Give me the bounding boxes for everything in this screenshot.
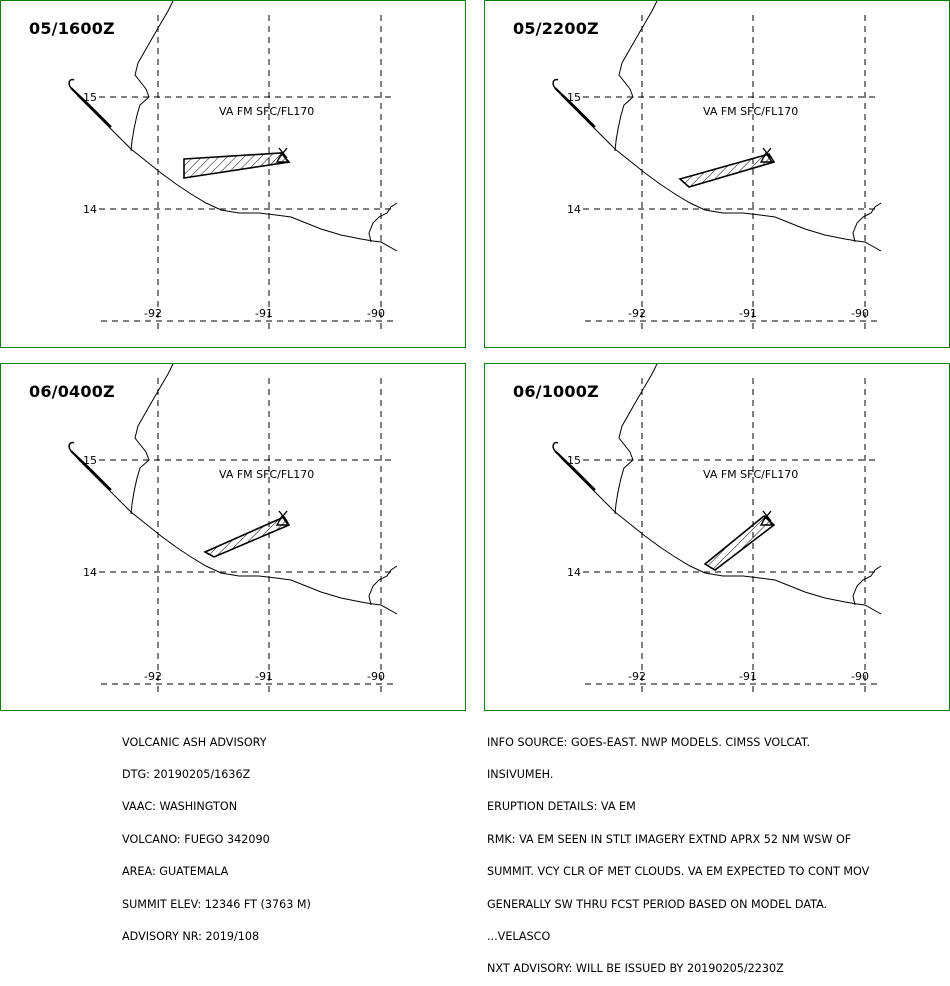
country-border-east bbox=[369, 203, 397, 242]
advisory-line: AREA: GUATEMALA bbox=[122, 865, 229, 879]
advisory-line: INSIVUMEH. bbox=[487, 767, 554, 781]
country-border-east bbox=[853, 203, 881, 242]
lat-label: 15 bbox=[83, 454, 97, 467]
panel-time-label: 06/1000Z bbox=[513, 382, 599, 401]
lat-label: 14 bbox=[83, 566, 97, 579]
advisory-line: ERUPTION DETAILS: VA EM bbox=[487, 800, 636, 814]
advisory-line: VOLCANO: FUEGO 342090 bbox=[122, 832, 270, 846]
advisory-line: DTG: 20190205/1636Z bbox=[122, 767, 251, 781]
country-border bbox=[615, 364, 657, 514]
lat-label: 14 bbox=[567, 203, 581, 216]
ash-cloud-polygon bbox=[184, 153, 289, 178]
lon-label: -91 bbox=[739, 307, 757, 320]
lon-label: -91 bbox=[255, 670, 273, 683]
lon-label: -92 bbox=[144, 670, 162, 683]
advisory-line: ...VELASCO bbox=[487, 929, 551, 943]
lat-label: 14 bbox=[567, 566, 581, 579]
advisory-line: VOLCANIC ASH ADVISORY bbox=[122, 735, 267, 749]
map-svg bbox=[485, 1, 950, 349]
lon-label: -92 bbox=[628, 670, 646, 683]
country-border bbox=[131, 1, 173, 151]
country-border bbox=[615, 1, 657, 151]
country-border bbox=[131, 364, 173, 514]
ash-cloud-polygon bbox=[205, 517, 289, 557]
advisory-line: GENERALLY SW THRU FCST PERIOD BASED ON MODEL DATA. bbox=[487, 897, 828, 911]
advisory-line: NXT ADVISORY: WILL BE ISSUED BY 20190205/2230Z bbox=[487, 962, 784, 976]
va-level-label: VA FM SFC/FL170 bbox=[703, 105, 799, 118]
map-svg bbox=[1, 364, 467, 712]
advisory-remarks-block bbox=[487, 716, 869, 986]
lon-label: -92 bbox=[144, 307, 162, 320]
panel-time-label: 05/2200Z bbox=[513, 19, 599, 38]
lon-label: -91 bbox=[255, 307, 273, 320]
map-svg bbox=[485, 364, 950, 712]
advisory-line: SUMMIT. VCY CLR OF MET CLOUDS. VA EM EXPECTED TO CONT MOV bbox=[487, 865, 870, 879]
lon-label: -90 bbox=[851, 670, 869, 683]
country-border-east bbox=[853, 566, 881, 605]
lon-label: -90 bbox=[851, 307, 869, 320]
panel-time-label: 05/1600Z bbox=[29, 19, 115, 38]
ash-cloud-polygon bbox=[680, 154, 774, 187]
coast-hook bbox=[553, 80, 558, 88]
map-panel-3 bbox=[0, 363, 466, 711]
lon-label: -90 bbox=[367, 670, 385, 683]
lon-label: -92 bbox=[628, 307, 646, 320]
advisory-line: ADVISORY NR: 2019/108 bbox=[122, 929, 260, 943]
lon-label: -90 bbox=[367, 307, 385, 320]
lon-label: -91 bbox=[739, 670, 757, 683]
lat-label: 15 bbox=[83, 91, 97, 104]
va-level-label: VA FM SFC/FL170 bbox=[703, 468, 799, 481]
advisory-line: INFO SOURCE: GOES-EAST. NWP MODELS. CIMSS VOLCAT. bbox=[487, 735, 811, 749]
lat-label: 14 bbox=[83, 203, 97, 216]
map-panel-2 bbox=[484, 0, 950, 348]
lat-label: 15 bbox=[567, 454, 581, 467]
advisory-line: VAAC: WASHINGTON bbox=[122, 800, 238, 814]
map-panel-4 bbox=[484, 363, 950, 711]
lat-label: 15 bbox=[567, 91, 581, 104]
country-border-east bbox=[369, 566, 397, 605]
coast-hook bbox=[553, 443, 558, 451]
va-level-label: VA FM SFC/FL170 bbox=[219, 468, 315, 481]
coast-hook bbox=[69, 443, 74, 451]
coast-hook bbox=[69, 80, 74, 88]
advisory-line: RMK: VA EM SEEN IN STLT IMAGERY EXTND APRX 52 NM WSW OF bbox=[487, 832, 852, 846]
va-level-label: VA FM SFC/FL170 bbox=[219, 105, 315, 118]
panel-time-label: 06/0400Z bbox=[29, 382, 115, 401]
lat-lon-grid bbox=[583, 378, 877, 694]
map-svg bbox=[1, 1, 467, 349]
map-panel-1 bbox=[0, 0, 466, 348]
ash-cloud-polygon bbox=[705, 516, 774, 570]
advisory-line: SUMMIT ELEV: 12346 FT (3763 M) bbox=[122, 897, 311, 911]
advisory-header-block bbox=[122, 716, 311, 954]
lat-lon-grid bbox=[99, 15, 393, 331]
